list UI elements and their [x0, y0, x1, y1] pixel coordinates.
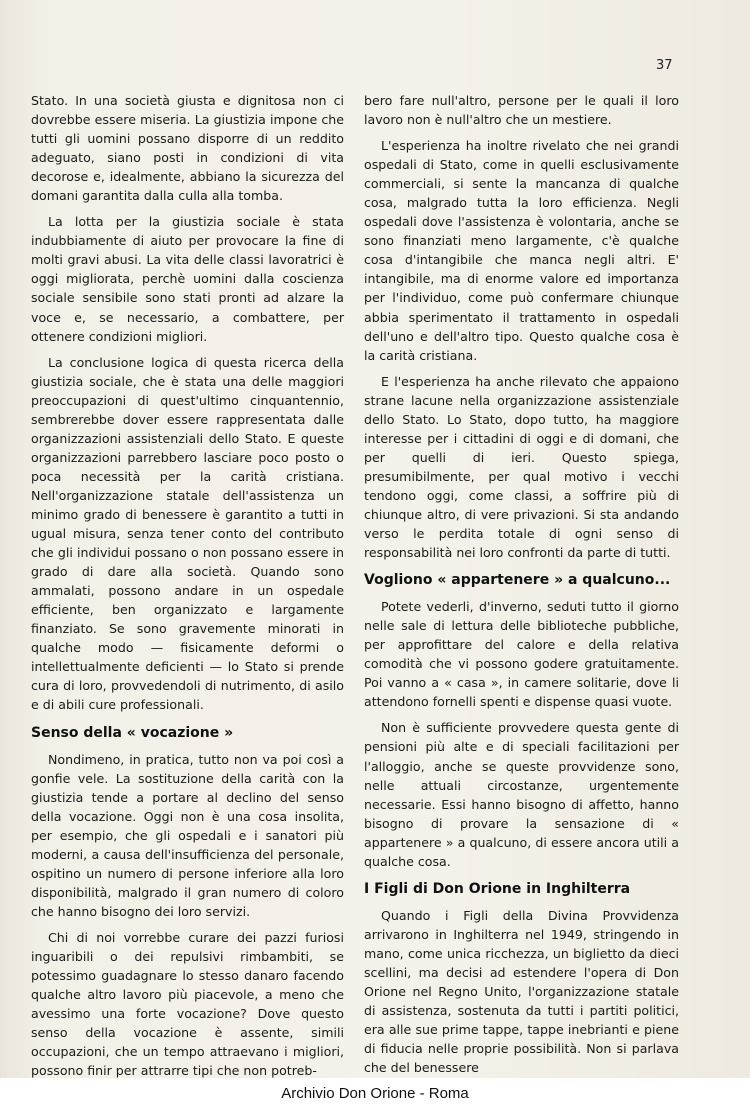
left-column [31, 91, 344, 1087]
paragraph: La conclusione logica di questa ricerca della giustizia sociale, che è stata una delle maggiori preoccupazioni di quest'ultimo cinquantennio, sembrerebbe dover essere rappresentata dalle organizzazioni assistenziali dello Stato. E queste organizzazioni parrebbero lasciare poco posto o poca necessità per la carità cristiana. Nell'organizzazione statale dell'assistenza un minimo grado di benessere è garantito a tutti in ugual misura, senza tener conto del contributo che gli individui possano o non possano essere in grado di dare alla società. Quando sono ammalati, possono andare in un ospedale efficiente, ben organizzato e largamente finanziato. Se sono gravemente minorati in qualche modo — fisicamente deformi o intellettualmente deficienti — lo Stato si prende cura di loro, provvedendoli di nutrimento, di asilo e di abili cure professionali. [31, 354, 344, 713]
page-number: 37 [656, 58, 673, 73]
paragraph: Nondimeno, in pratica, tutto non va poi così a gonfie vele. La sostituzione della carità con la giustizia tende a portare al declino del senso della vocazione. Oggi non è una cosa insolita, per esempio, che gli ospedali e i sanatori più moderni, a causa dell'insufficienza del personale, ospitino un numero di persone inferiore alla loro disponibilità, malgrado il gran numero di coloro che hanno bisogno dei loro servizi. [31, 751, 344, 919]
paragraph: Chi di noi vorrebbe curare dei pazzi furiosi inguaribili o dei repulsivi rimbambiti, se potessimo guadagnare lo stesso danaro facendo qualche altro lavoro più piacevole, a meno che avessimo una forte vocazione? Dove questo senso della vocazione è assente, simili occupazioni, che un tempo attraevano i migliori, possono finir per attrarre tipi che non potreb- [31, 929, 344, 1079]
paragraph: L'esperienza ha inoltre rivelato che nei grandi ospedali di Stato, come in quelli esclusivamente commerciali, si sente la mancanza di qualche cosa, malgrado tutta la loro efficienza. Negli ospedali dove l'assistenza è volontaria, anche se sono finanziati meno largamente, c'è qualche cosa d'intangibile che manca negli altri. E' intangibile, ma di enorme valore ed importanza per l'individuo, come può confermare chiunque abbia sperimentato il trattamento in ospedali dell'uno e dell'altro tipo. Questo qualche cosa è la carità cristiana. [364, 138, 679, 363]
right-column [364, 91, 679, 1084]
archive-footer: Archivio Don Orione - Roma [0, 1078, 750, 1109]
paragraph: bero fare null'altro, persone per le quali il loro lavoro non è null'altro che un mestiere. [364, 93, 679, 128]
section-heading: Vogliono « appartenere » a qualcuno... [364, 572, 671, 589]
section-heading: Senso della « vocazione » [31, 724, 234, 741]
paragraph: Non è sufficiente provvedere questa gente di pensioni più alte e di speciali facilitazioni per l'alloggio, anche se queste provvidenze sono, nelle attuali circostanze, urgentemente necessarie. Essi hanno bisogno di affetto, hanno bisogno di provare la sensazione di « appartenere » a qualcuno, di essere ancora utili a qualche cosa. [364, 720, 679, 869]
paragraph: Stato. In una società giusta e dignitosa non ci dovrebbe essere miseria. La giustizia impone che tutti gli uomini possano disporre di un reddito adeguato, siano posti in condizioni di vita decorose e, idealmente, abbiano la sicurezza del domani garantita dalla culla alla tomba. [31, 93, 344, 204]
paragraph: Potete vederli, d'inverno, seduti tutto il giorno nelle sale di lettura delle biblioteche pubbliche, per approfittare del calore e della relativa comodità che vi possono godere gratuitamente. Poi vanno a « casa », in camere solitarie, dove li attendono fornelli spenti e dispense quasi vuote. [364, 599, 679, 710]
section-heading: I Figli di Don Orione in Inghilterra [364, 880, 631, 897]
paragraph: Quando i Figli della Divina Provvidenza arrivarono in Inghilterra nel 1949, stringendo in mano, come unica ricchezza, un biglietto da dieci scellini, ma decisi ad estendere l'opera di Don Orione nel Regno Unito, l'organizzazione statale di assistenza, sostenuta da tutti i partiti politici, era alle sue prime tappe, tappe inebrianti e piene di fiducia nelle proprie possibilità. Non si parlava che del benessere [364, 907, 679, 1076]
paragraph: La lotta per la giustizia sociale è stata indubbiamente di aiuto per provocare la fine di molti gravi abusi. La vita delle classi lavoratrici è oggi migliorata, perchè uomini dalla coscienza sociale sensibile sono stati pronti ad alzare la voce e, se necessario, a combattere, per ottenere condizioni migliori. [31, 214, 344, 344]
paragraph: E l'esperienza ha anche rilevato che appaiono strane lacune nella organizzazione assistenziale dello Stato. Lo Stato, dopo tutto, ha maggiore interesse per i cittadini di oggi e di domani, che per quelli di ieri. Questo spiega, presumibilmente, per qual motivo i vecchi tendono oggi, come classi, a soffrire più di chiunque altro, di vere privazioni. Si sta andando verso le perdita totale di ogni senso di responsabilità nei loro confronti da parte di tutti. [364, 373, 679, 561]
